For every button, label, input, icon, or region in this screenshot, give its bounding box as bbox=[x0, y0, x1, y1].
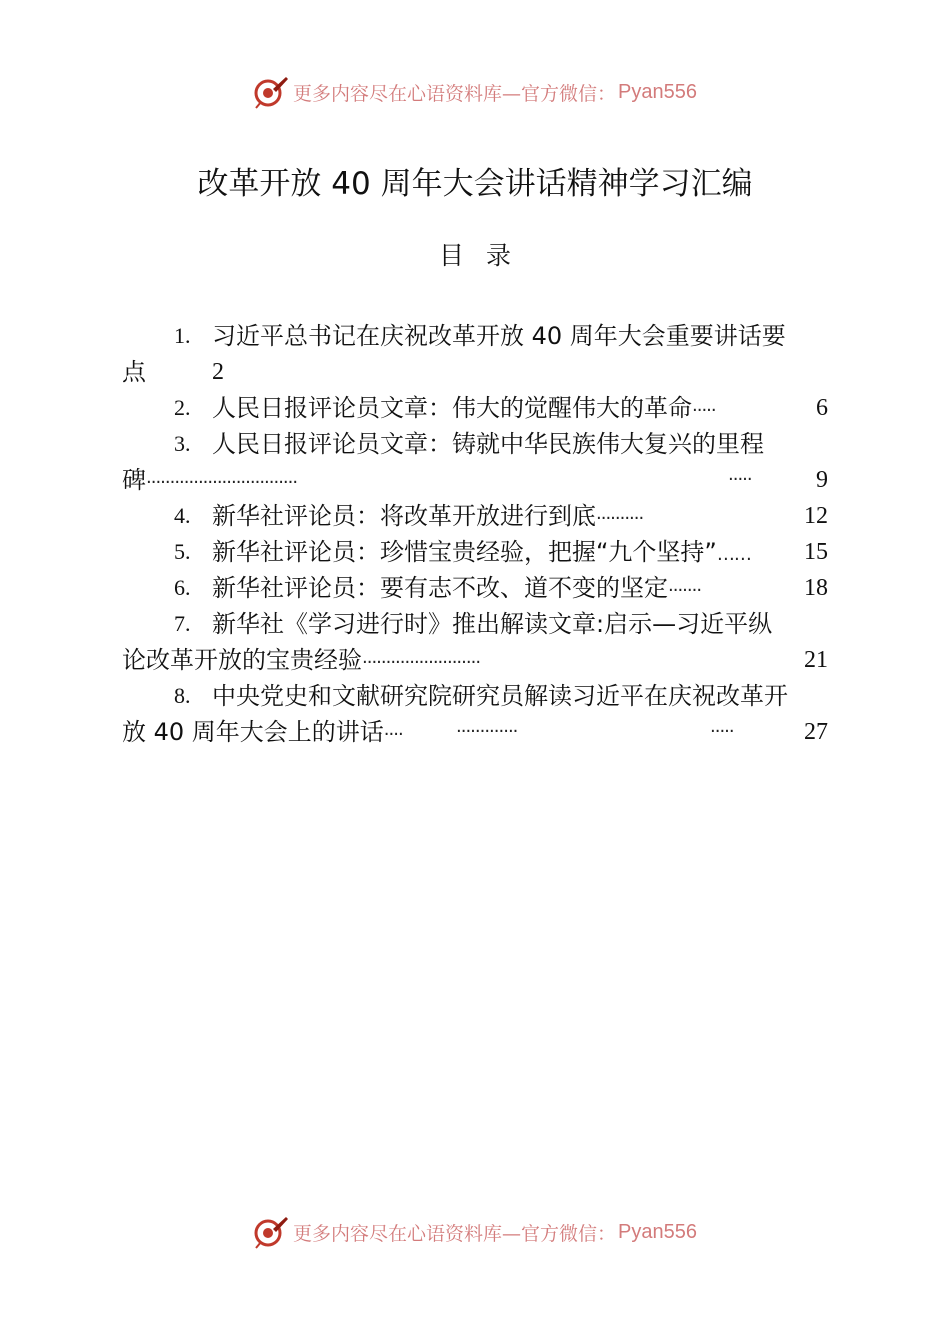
toc-title: 新华社评论员：将改革开放进行到底·········· bbox=[212, 502, 644, 530]
toc-title: 新华社评论员：珍惜宝贵经验，把握“九个坚持”…… bbox=[212, 538, 751, 566]
footer-banner bbox=[0, 1212, 950, 1252]
toc-number: 2. bbox=[174, 395, 191, 420]
toc-number: 6. bbox=[174, 575, 191, 600]
toc-leader-dots: ····· bbox=[728, 469, 752, 490]
toc-page: 18 bbox=[804, 575, 828, 601]
toc-leader-dots: ································ bbox=[146, 472, 298, 493]
toc-leader-dots: ························· bbox=[362, 652, 481, 673]
toc-entry-4[interactable] bbox=[122, 498, 828, 534]
toc-title-cont: 论改革开放的宝贵经验························· bbox=[122, 646, 481, 674]
toc-entry-8-cont[interactable] bbox=[122, 714, 828, 750]
toc-leader-dots: …… bbox=[716, 544, 751, 565]
toc-heading: 目录 bbox=[438, 241, 533, 270]
toc-entry-3-cont[interactable] bbox=[122, 462, 828, 498]
toc-title: 习近平总书记在庆祝改革开放 40 周年大会重要讲话要 bbox=[212, 322, 786, 350]
table-of-contents bbox=[122, 318, 828, 750]
toc-entry-3[interactable] bbox=[122, 426, 828, 462]
banner-wechat-id: Pyan556 bbox=[618, 80, 697, 103]
toc-page: 2 bbox=[212, 359, 224, 385]
toc-page: 12 bbox=[804, 503, 828, 529]
toc-entry-1-cont[interactable] bbox=[122, 354, 828, 390]
toc-leader-dots: ·········· bbox=[596, 508, 644, 529]
toc-title: 新华社《学习进行时》推出解读文章:启示—习近平纵 bbox=[212, 610, 773, 638]
toc-title-cont: 碑································ bbox=[122, 466, 298, 494]
toc-page: 27 bbox=[804, 719, 828, 745]
toc-leader-dots: ············· bbox=[456, 721, 518, 742]
toc-entry-1[interactable] bbox=[122, 318, 828, 354]
toc-entry-6[interactable] bbox=[122, 570, 828, 606]
toc-number: 3. bbox=[174, 431, 191, 456]
toc-title: 新华社评论员：要有志不改、道不变的坚定······· bbox=[212, 574, 702, 602]
toc-entry-8[interactable] bbox=[122, 678, 828, 714]
header-banner bbox=[0, 72, 950, 112]
pen-logo-icon bbox=[253, 1214, 289, 1250]
toc-leader-dots: ····· bbox=[692, 400, 716, 421]
toc-number: 1. bbox=[174, 323, 191, 348]
toc-entry-7[interactable] bbox=[122, 606, 828, 642]
toc-title: 中央党史和文献研究院研究员解读习近平在庆祝改革开 bbox=[212, 682, 788, 710]
toc-entry-5[interactable] bbox=[122, 534, 828, 570]
document-title: 改革开放 40 周年大会讲话精神学习汇编 bbox=[197, 166, 753, 202]
banner-text: 更多内容尽在心语资料库—官方微信： bbox=[293, 82, 617, 105]
toc-leader-dots: ······· bbox=[668, 580, 702, 601]
toc-entry-2[interactable] bbox=[122, 390, 828, 426]
toc-title-cont: 放 40 周年大会上的讲话···· bbox=[122, 718, 403, 746]
toc-entry-7-cont[interactable] bbox=[122, 642, 828, 678]
banner-wechat-id: Pyan556 bbox=[618, 1220, 697, 1243]
toc-number: 4. bbox=[174, 503, 191, 528]
toc-title: 人民日报评论员文章：铸就中华民族伟大复兴的里程 bbox=[212, 430, 764, 458]
toc-number: 5. bbox=[174, 539, 191, 564]
toc-page: 15 bbox=[804, 539, 828, 565]
toc-page: 21 bbox=[804, 647, 828, 673]
pen-logo-icon bbox=[253, 74, 289, 110]
toc-number: 8. bbox=[174, 683, 191, 708]
toc-number: 7. bbox=[174, 611, 191, 636]
toc-leader-dots: ···· bbox=[383, 724, 403, 745]
toc-title-cont: 点 bbox=[122, 358, 146, 386]
toc-page: 9 bbox=[816, 467, 828, 493]
toc-title: 人民日报评论员文章：伟大的觉醒伟大的革命····· bbox=[212, 394, 716, 422]
toc-leader-dots: ····· bbox=[710, 721, 734, 742]
toc-page: 6 bbox=[816, 395, 828, 421]
banner-text: 更多内容尽在心语资料库—官方微信： bbox=[293, 1222, 617, 1245]
